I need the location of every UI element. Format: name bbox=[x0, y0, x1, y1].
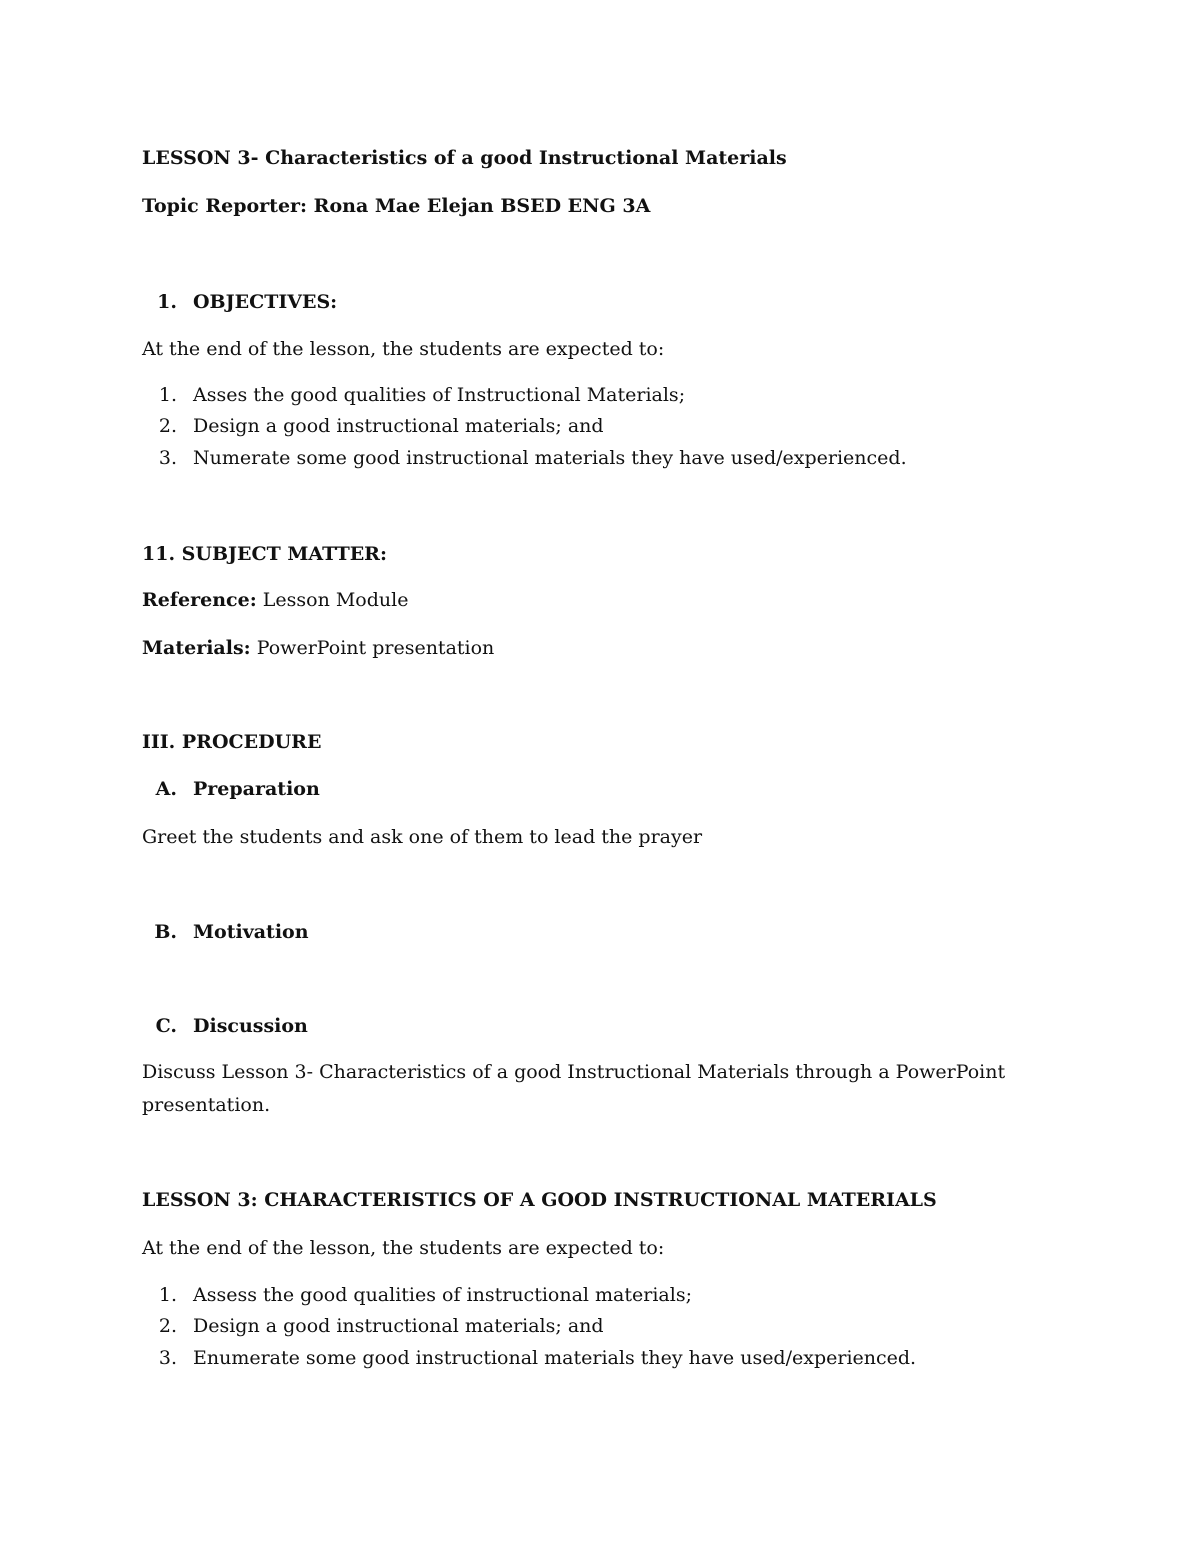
lesson-item-1 bbox=[142, 1282, 692, 1308]
list-text: Assess the good qualities of instructional materials; bbox=[193, 1284, 692, 1306]
list-number: 1. bbox=[158, 1284, 177, 1306]
objective-item-3 bbox=[142, 445, 907, 471]
lesson-section-intro: At the end of the lesson, the students are expected to: bbox=[142, 1237, 665, 1259]
list-number: 2. bbox=[158, 1315, 177, 1337]
list-text: Enumerate some good instructional materials they have used/experienced. bbox=[193, 1347, 917, 1369]
reference-line bbox=[142, 587, 408, 613]
section-heading-text: Discussion bbox=[193, 1015, 308, 1037]
list-text: Design a good instructional materials; and bbox=[193, 1315, 604, 1337]
objectives-heading bbox=[142, 289, 337, 315]
objectives-intro: At the end of the lesson, the students are expected to: bbox=[142, 338, 665, 360]
preparation-heading bbox=[142, 776, 320, 802]
section-heading-text: Motivation bbox=[193, 921, 309, 943]
materials-line bbox=[142, 635, 494, 661]
section-letter: A. bbox=[155, 778, 177, 800]
list-number: 2. bbox=[158, 415, 177, 437]
objective-item-1 bbox=[142, 382, 685, 408]
lesson-section-heading: LESSON 3: CHARACTERISTICS OF A GOOD INSTRUCTIONAL MATERIALS bbox=[142, 1189, 937, 1211]
list-text: Design a good instructional materials; and bbox=[193, 415, 604, 437]
list-text: Numerate some good instructional materials they have used/experienced. bbox=[193, 447, 907, 469]
reference-value: Lesson Module bbox=[256, 589, 409, 611]
materials-value: PowerPoint presentation bbox=[250, 637, 495, 659]
materials-label: Materials: bbox=[142, 637, 251, 659]
list-number: 1. bbox=[158, 384, 177, 406]
reference-label: Reference: bbox=[142, 589, 257, 611]
list-number: 3. bbox=[158, 1347, 177, 1369]
topic-reporter: Topic Reporter: Rona Mae Elejan BSED ENG 3A bbox=[142, 195, 651, 217]
lesson-item-3 bbox=[142, 1345, 916, 1371]
discussion-text: Discuss Lesson 3- Characteristics of a good Instructional Materials through a PowerPoint presentation. bbox=[142, 1061, 1006, 1116]
objectives-heading-text: OBJECTIVES: bbox=[193, 291, 338, 313]
objective-item-2 bbox=[142, 413, 604, 439]
discussion-heading bbox=[142, 1013, 308, 1039]
procedure-heading: III. PROCEDURE bbox=[142, 731, 322, 753]
lesson-item-2 bbox=[142, 1313, 604, 1339]
motivation-heading bbox=[142, 919, 309, 945]
objectives-number: 1. bbox=[157, 291, 177, 313]
section-letter: C. bbox=[155, 1015, 177, 1037]
preparation-text: Greet the students and ask one of them to lead the prayer bbox=[142, 826, 703, 848]
section-letter: B. bbox=[154, 921, 177, 943]
subject-matter-heading: 11. SUBJECT MATTER: bbox=[142, 543, 387, 565]
document-title: LESSON 3- Characteristics of a good Instructional Materials bbox=[142, 147, 787, 169]
list-number: 3. bbox=[158, 447, 177, 469]
list-text: Asses the good qualities of Instructional Materials; bbox=[193, 384, 686, 406]
section-heading-text: Preparation bbox=[193, 778, 320, 800]
